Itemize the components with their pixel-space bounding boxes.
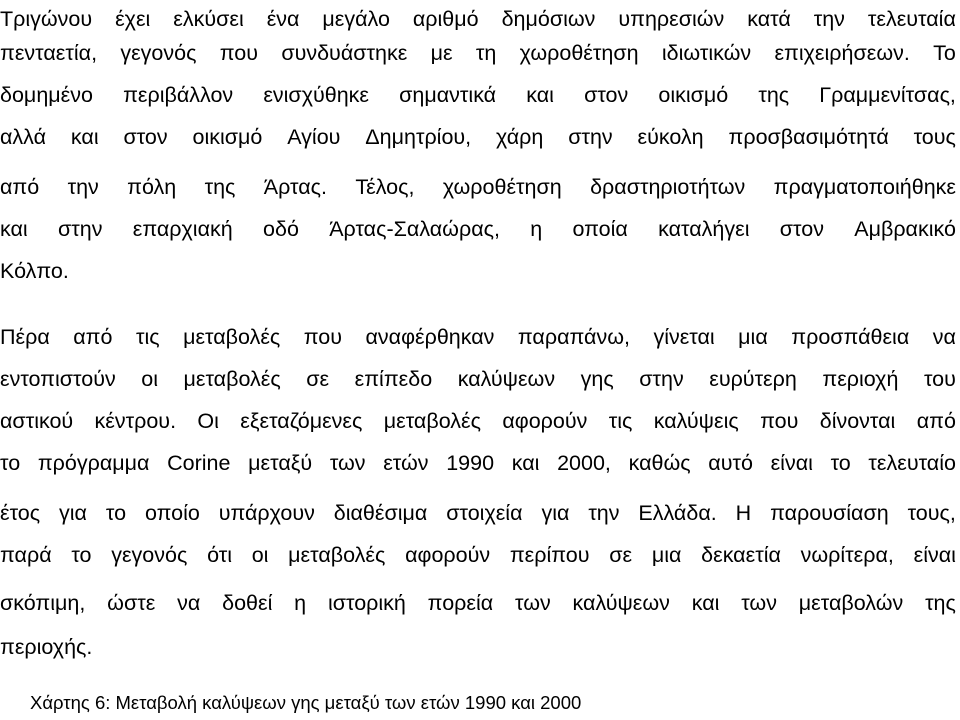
word: επίπεδο <box>354 367 433 391</box>
word: Τέλος, <box>355 175 415 199</box>
word: για <box>59 501 87 525</box>
word: το <box>830 451 851 475</box>
word: την <box>813 7 845 31</box>
word: πραγματοποιήθηκε <box>773 175 956 199</box>
word: μεγάλο <box>322 7 390 31</box>
word: της <box>204 175 236 199</box>
word: Άρτας-Σαλαώρας, <box>329 217 500 241</box>
word: Η <box>735 501 752 525</box>
word: ώστε <box>107 591 156 615</box>
word: γεγονός <box>111 543 188 567</box>
word: Δημητρίου, <box>365 125 472 149</box>
word: αλλά <box>0 125 47 149</box>
word: Αμβρακικό <box>854 217 956 241</box>
word: στην <box>639 367 684 391</box>
word: Πέρα <box>0 325 50 349</box>
word: από <box>916 409 956 433</box>
word: καλύψεων <box>457 367 556 391</box>
word: δομημένο <box>0 83 93 107</box>
word: αφορούν <box>502 409 588 433</box>
word: 2000, <box>557 451 611 475</box>
word: από <box>73 325 113 349</box>
word: Γραμμενίτσας, <box>819 83 956 107</box>
word: γης <box>580 367 614 391</box>
text-line <box>0 317 956 357</box>
word: σε <box>609 543 633 567</box>
word: στην <box>568 125 613 149</box>
text-line: Κόλπο. <box>0 259 69 283</box>
text-line <box>0 75 956 115</box>
text-line <box>0 493 956 533</box>
word: εύκολη <box>637 125 704 149</box>
word: ότι <box>207 543 232 567</box>
text-line <box>0 401 956 441</box>
word: στον <box>779 217 824 241</box>
word: μια <box>738 325 768 349</box>
word: Corine <box>167 451 231 475</box>
word: μεταξύ <box>248 451 313 475</box>
word: γίνεται <box>653 325 715 349</box>
text-line <box>0 583 956 623</box>
word: εντοπιστούν <box>0 367 116 391</box>
word: και <box>526 83 554 107</box>
word: τελευταία <box>867 7 956 31</box>
word: γεγονός <box>120 41 197 65</box>
word: 1990 <box>446 451 495 475</box>
word: ετών <box>383 451 429 475</box>
word: σημαντικά <box>399 83 497 107</box>
word: καθώς <box>628 451 691 475</box>
word: μεταβολές <box>288 543 386 567</box>
word: τελευταίο <box>868 451 956 475</box>
word: Αγίου <box>287 125 341 149</box>
word: το <box>105 501 127 525</box>
word: τους, <box>907 501 956 525</box>
word: στην <box>57 217 103 241</box>
word: καλύψεων <box>572 591 670 615</box>
word: δεκαετία <box>701 543 781 567</box>
word: καταλήγει <box>658 217 750 241</box>
word: οικισμό <box>192 125 263 149</box>
word: και <box>511 451 540 475</box>
word: να <box>932 325 956 349</box>
word: την <box>67 175 99 199</box>
map-caption: Χάρτης 6: Μεταβολή καλύψεων γης μεταξύ των ετών 1990 και 2000 <box>30 692 582 713</box>
word: δοθεί <box>222 591 273 615</box>
word: δραστηριοτήτων <box>590 175 746 199</box>
word: μεταβολών <box>798 591 904 615</box>
word: σκόπιμη, <box>0 591 86 615</box>
word: πόλη <box>127 175 177 199</box>
word: ελκύσει <box>173 7 244 31</box>
word: η <box>530 217 543 241</box>
word: υπάρχουν <box>218 501 315 525</box>
word: οδό <box>263 217 299 241</box>
word: περίπου <box>509 543 590 567</box>
word: κατά <box>747 7 791 31</box>
word: το <box>0 451 21 475</box>
word: αριθμό <box>412 7 479 31</box>
text-line <box>0 443 956 483</box>
word: προσπάθεια <box>791 325 910 349</box>
text-line <box>0 167 956 207</box>
word: που <box>760 409 799 433</box>
text-line: περιοχής. <box>0 635 93 659</box>
word: είναι <box>770 451 813 475</box>
word: στον <box>584 83 629 107</box>
word: αστικού <box>0 409 74 433</box>
word: περιοχή <box>822 367 899 391</box>
word: τους <box>913 125 956 149</box>
word: στοιχεία <box>446 501 523 525</box>
word: νωρίτερα, <box>800 543 894 567</box>
word: των <box>515 591 551 615</box>
word: εξεταζόμενες <box>240 409 363 433</box>
word: αναφέρθηκαν <box>365 325 495 349</box>
word: ευρύτερη <box>709 367 797 391</box>
word: και <box>70 125 99 149</box>
word: οποία <box>572 217 628 241</box>
word: ιδιωτικών <box>661 41 752 65</box>
word: στον <box>123 125 168 149</box>
word: ενισχύθηκε <box>263 83 369 107</box>
word: πορεία <box>427 591 494 615</box>
word: των <box>741 591 777 615</box>
word: η <box>294 591 307 615</box>
word: των <box>329 451 366 475</box>
word: είναι <box>913 543 956 567</box>
word: πρόγραμμα <box>37 451 150 475</box>
word: του <box>923 367 956 391</box>
word: οι <box>251 543 269 567</box>
word: για <box>541 501 570 525</box>
word: περιβάλλον <box>123 83 234 107</box>
text-line <box>0 359 956 399</box>
word: επαρχιακή <box>132 217 233 241</box>
word: καλύψεις <box>653 409 739 433</box>
word: πενταετία, <box>0 41 98 65</box>
word: αυτό <box>708 451 753 475</box>
word: οποίο <box>144 501 200 525</box>
word: χωροθέτηση <box>519 41 639 65</box>
word: δημόσιων <box>501 7 596 31</box>
word: διαθέσιμα <box>333 501 428 525</box>
word: οικισμό <box>658 83 729 107</box>
word: σε <box>306 367 330 391</box>
word: με <box>430 41 453 65</box>
text-line <box>0 209 956 249</box>
word: τις <box>608 409 633 433</box>
word: και <box>691 591 720 615</box>
word: παραπάνω, <box>517 325 630 349</box>
word: χάρη <box>496 125 544 149</box>
word: ιστορική <box>327 591 406 615</box>
word: επιχειρήσεων. <box>774 41 910 65</box>
word: Τριγώνου <box>0 7 93 31</box>
word: μεταβολές <box>183 325 281 349</box>
word: που <box>219 41 259 65</box>
word: παρά <box>0 543 52 567</box>
word: υπηρεσιών <box>618 7 725 31</box>
text-line <box>0 117 956 157</box>
word: μεταβολές <box>183 367 281 391</box>
word: Άρτας. <box>263 175 328 199</box>
word: Οι <box>197 409 219 433</box>
word: της <box>925 591 956 615</box>
word: από <box>0 175 40 199</box>
word: τις <box>135 325 160 349</box>
word: Ελλάδα. <box>638 501 717 525</box>
word: να <box>177 591 201 615</box>
word: και <box>0 217 28 241</box>
word: μια <box>651 543 682 567</box>
text-line <box>0 33 956 73</box>
word: έχει <box>115 7 151 31</box>
word: ένα <box>266 7 300 31</box>
word: αφορούν <box>405 543 491 567</box>
word: Το <box>933 41 956 65</box>
word: έτος <box>0 501 41 525</box>
word: μεταβολές <box>383 409 481 433</box>
word: προσβασιμότητά <box>728 125 889 149</box>
word: την <box>588 501 620 525</box>
word: δίνονται <box>819 409 896 433</box>
word: παρουσίαση <box>770 501 889 525</box>
word: το <box>71 543 92 567</box>
text-line <box>0 535 956 575</box>
word: της <box>758 83 790 107</box>
word: οι <box>141 367 158 391</box>
word: χωροθέτηση <box>442 175 562 199</box>
word: κέντρου. <box>94 409 177 433</box>
word: που <box>303 325 342 349</box>
word: συνδυάστηκε <box>281 41 408 65</box>
word: τη <box>475 41 497 65</box>
